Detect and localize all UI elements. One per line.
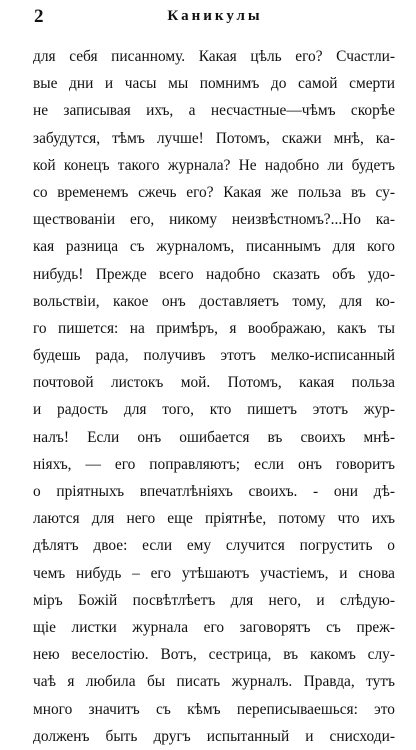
- text-line: со временемъ сжечь его? Какая же польза въ су-: [33, 183, 395, 201]
- page-number: 2: [34, 6, 44, 27]
- body-text: [33, 43, 395, 750]
- text-line: долженъ быть другъ испытанный и снисходи-: [33, 727, 395, 745]
- text-line: для себя писанному. Какая цѣль его? Счастли-: [33, 48, 395, 65]
- text-line: лаются для него еще пріятнѣе, потому что ихъ: [33, 510, 395, 528]
- text-line: будешь рада, получивъ этотъ мелко-исписанный: [33, 347, 395, 365]
- text-line: вые дни и часы мы помнимъ до самой смерти: [33, 75, 395, 93]
- text-line: дѣлятъ двое: если ему случится погрустить о: [33, 537, 395, 555]
- text-line: чаѣ я любила бы писать журналъ. Правда, тутъ: [33, 673, 395, 691]
- text-line: почтовой листокъ мой. Потомъ, какая польза: [33, 374, 395, 392]
- text-line: чемъ нибудь – его утѣшаютъ участіемъ, и снова: [33, 564, 395, 582]
- text-line: не записывая ихъ, а несчастные—чѣмъ скорѣе: [33, 102, 395, 120]
- text-line: го пишется: на примѣръ, я воображаю, какъ ты: [33, 319, 395, 337]
- text-line: ніяхъ, — его поправляютъ; если онъ говоритъ: [33, 455, 395, 473]
- running-title: Каникулы: [167, 8, 263, 24]
- page-header: [34, 6, 396, 32]
- text-line: и радость для того, кто пишетъ этотъ жур-: [33, 401, 395, 419]
- text-line: забудутся, тѣмъ лучше! Потомъ, скажи мнѣ, ка-: [33, 129, 395, 147]
- text-line: много значитъ съ кѣмъ переписываешься: это: [33, 700, 395, 718]
- text-line: кой конецъ такого журнала? Не надобно ли будетъ: [33, 156, 395, 174]
- text-line: вольствіи, какое онъ доставляетъ тому, для ко-: [33, 292, 395, 310]
- text-line: нею веселостію. Вотъ, сестрица, въ какомъ слу-: [33, 646, 395, 664]
- text-line: нибудь! Прежде всего надобно сказать объ удо-: [33, 265, 395, 283]
- text-line: ществованіи его, никому неизвѣстномъ?...Но ка-: [33, 211, 395, 229]
- text-line: кая разница съ журналомъ, писаннымъ для кого: [33, 238, 395, 256]
- text-line: о пріятныхъ впечатлѣніяхъ своихъ. - они дѣ-: [33, 483, 395, 500]
- text-line: міръ Божій посвѣтлѣетъ для него, и слѣдую-: [33, 591, 395, 609]
- text-line: налъ! Если онъ ошибается въ своихъ мнѣ-: [33, 428, 395, 446]
- text-line: щіе листки журнала его заговорятъ съ преж-: [33, 618, 395, 636]
